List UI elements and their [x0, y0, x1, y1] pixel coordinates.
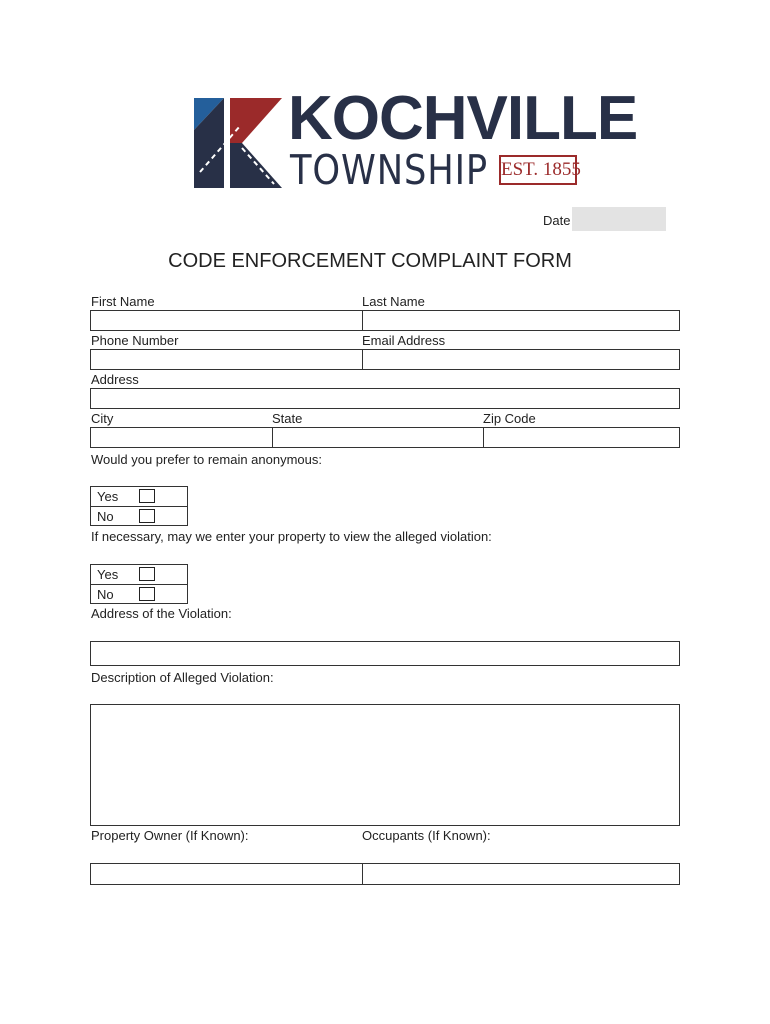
anonymous-no-checkbox[interactable] — [139, 509, 155, 523]
first-name-label: First Name — [91, 294, 155, 309]
violation-description-field[interactable] — [90, 704, 680, 826]
yes-label: Yes — [97, 567, 119, 582]
logo-name-line2: TOWNSHIP — [290, 146, 488, 194]
occupants-field[interactable] — [363, 864, 679, 884]
no-label: No — [97, 587, 114, 602]
name-row — [90, 310, 680, 331]
date-label: Date — [543, 213, 571, 228]
last-name-label: Last Name — [362, 294, 425, 309]
enter-property-options — [90, 564, 188, 604]
state-field[interactable] — [273, 428, 483, 447]
first-name-field[interactable] — [91, 311, 362, 330]
email-address-label: Email Address — [362, 333, 446, 348]
address-field[interactable] — [90, 388, 680, 409]
enter-property-no-option[interactable] — [91, 585, 187, 604]
last-name-field[interactable] — [363, 311, 679, 330]
anonymous-no-option[interactable] — [91, 507, 187, 526]
owner-occupants-row — [90, 863, 680, 885]
property-owner-field[interactable] — [91, 864, 362, 884]
form-title: CODE ENFORCEMENT COMPLAINT FORM — [168, 250, 572, 272]
occupants-label: Occupants (If Known): — [362, 828, 491, 843]
logo-name-line1: KOCHVILLE — [288, 84, 638, 153]
enter-property-yes-option[interactable] — [91, 565, 187, 585]
anonymous-yes-checkbox[interactable] — [139, 489, 155, 503]
zip-code-label: Zip Code — [483, 411, 536, 426]
date-field[interactable] — [572, 207, 666, 231]
email-address-field[interactable] — [363, 350, 679, 369]
enter-property-yes-checkbox[interactable] — [139, 567, 155, 581]
enter-property-question: If necessary, may we enter your property to view the alleged violation: — [91, 529, 492, 544]
zip-code-field[interactable] — [484, 428, 679, 447]
k-logo-mark-icon — [194, 98, 282, 188]
violation-address-label: Address of the Violation: — [91, 606, 232, 621]
yes-label: Yes — [97, 489, 119, 504]
city-field[interactable] — [91, 428, 272, 447]
phone-number-field[interactable] — [91, 350, 362, 369]
violation-address-field[interactable] — [90, 641, 680, 666]
address-label: Address — [91, 372, 139, 387]
logo-established-badge: EST. 1855 — [499, 155, 577, 185]
city-label: City — [91, 411, 114, 426]
state-label: State — [272, 411, 303, 426]
anonymous-options — [90, 486, 188, 526]
no-label: No — [97, 509, 114, 524]
anonymous-question: Would you prefer to remain anonymous: — [91, 452, 322, 467]
city-state-zip-row — [90, 427, 680, 448]
property-owner-label: Property Owner (If Known): — [91, 828, 249, 843]
enter-property-no-checkbox[interactable] — [139, 587, 155, 601]
phone-number-label: Phone Number — [91, 333, 179, 348]
contact-row — [90, 349, 680, 370]
anonymous-yes-option[interactable] — [91, 487, 187, 507]
violation-description-label: Description of Alleged Violation: — [91, 670, 274, 685]
